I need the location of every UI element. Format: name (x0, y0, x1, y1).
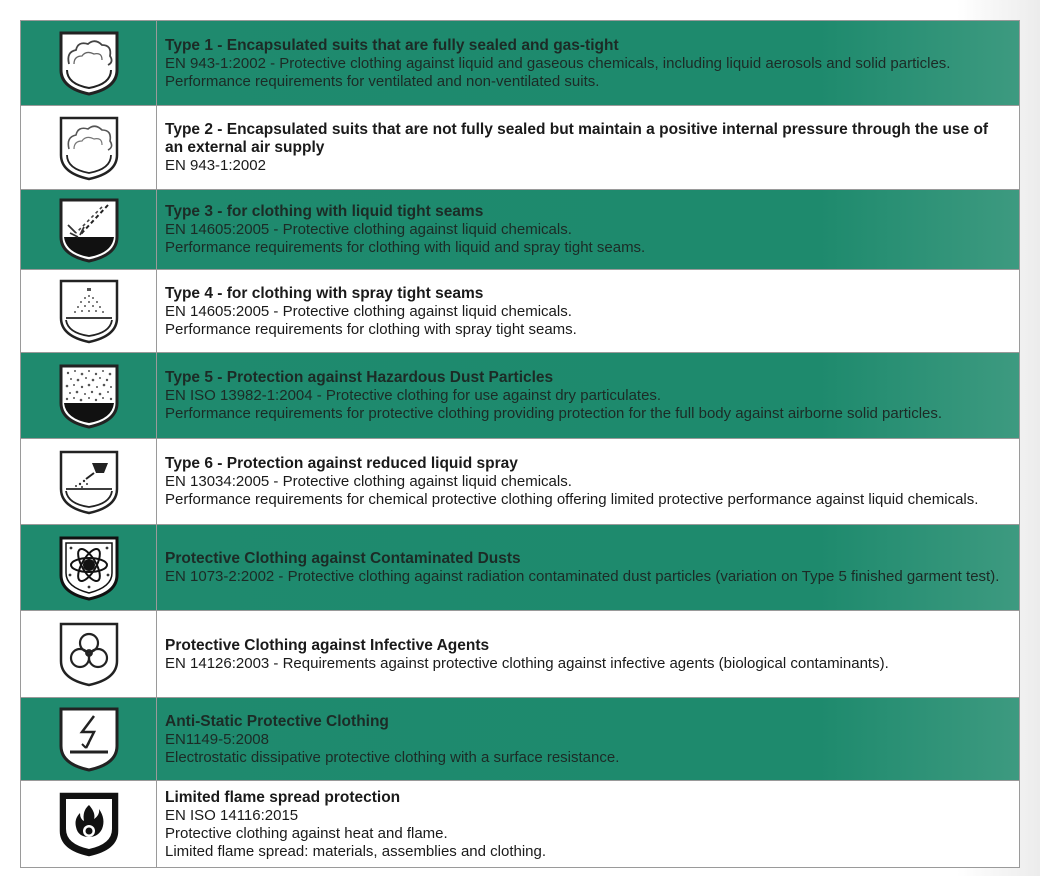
table-row (21, 105, 1019, 189)
positive-pressure-suit-icon (58, 115, 120, 181)
table-row (21, 697, 1019, 780)
reduced-spray-icon (58, 449, 120, 515)
row-line: Performance requirements for chemical protective clothing offering limited protective performance against liquid chemicals. (165, 491, 979, 508)
row-line: Protective clothing against heat and flame. (165, 824, 448, 842)
row-text (157, 21, 1019, 105)
row-text (157, 270, 1019, 352)
row-title: Protective Clothing against Contaminated Dusts (165, 550, 521, 567)
row-text (157, 106, 1019, 189)
row-title: Limited flame spread protection (165, 788, 401, 806)
row-line: EN1149-5:2008 (165, 730, 269, 748)
row-text (157, 781, 1019, 867)
icon-cell (21, 525, 157, 610)
table-row (21, 352, 1019, 438)
row-title: Anti-Static Protective Clothing (165, 712, 389, 730)
contaminated-dust-icon (58, 535, 120, 601)
icon-cell (21, 611, 157, 697)
biohazard-icon (58, 621, 120, 687)
row-text (157, 353, 1019, 438)
icon-cell (21, 781, 157, 867)
table-row (21, 269, 1019, 352)
row-line: EN 14126:2003 - Requirements against protective clothing against infective agents (biological contaminants). (165, 654, 889, 672)
table-row (21, 438, 1019, 524)
icon-cell (21, 106, 157, 189)
icon-cell (21, 698, 157, 780)
icon-cell (21, 353, 157, 438)
dust-particles-icon (58, 363, 120, 429)
protective-clothing-table (20, 20, 1020, 868)
row-line: Electrostatic dissipative protective clothing with a surface resistance. (165, 748, 620, 766)
row-line: EN 943-1:2002 (165, 157, 266, 174)
row-line: EN 13034:2005 - Protective clothing against liquid chemicals. (165, 473, 572, 490)
row-line: EN 1073-2:2002 - Protective clothing against radiation contaminated dust particles (variation on Type 5 finished garment test). (165, 568, 1000, 585)
row-line: EN ISO 13982-1:2004 - Protective clothing for use against dry particulates. (165, 387, 662, 404)
gas-tight-suit-icon (58, 30, 120, 96)
icon-cell (21, 21, 157, 105)
table-row (21, 189, 1019, 269)
flame-icon (58, 791, 120, 857)
row-title: Type 5 - Protection against Hazardous Dust Particles (165, 369, 554, 386)
table-row (21, 20, 1019, 105)
spray-tight-icon (58, 278, 120, 344)
row-title: Type 4 - for clothing with spray tight seams (165, 284, 484, 302)
table-row (21, 524, 1019, 610)
liquid-tight-icon (58, 197, 120, 263)
row-text (157, 698, 1019, 780)
row-title: Type 1 - Encapsulated suits that are fully sealed and gas-tight (165, 36, 619, 54)
row-text (157, 525, 1019, 610)
row-line: Performance requirements for clothing with liquid and spray tight seams. (165, 239, 646, 256)
table-row (21, 610, 1019, 697)
row-title: Type 6 - Protection against reduced liquid spray (165, 455, 518, 472)
row-line: EN ISO 14116:2015 (165, 806, 299, 824)
table-row (21, 780, 1019, 867)
icon-cell (21, 270, 157, 352)
row-line: EN 14605:2005 - Protective clothing against liquid chemicals. (165, 221, 572, 238)
row-title: Type 3 - for clothing with liquid tight seams (165, 203, 484, 220)
row-line: Performance requirements for clothing with spray tight seams. (165, 320, 577, 338)
icon-cell (21, 439, 157, 524)
row-text (157, 439, 1019, 524)
anti-static-icon (58, 706, 120, 772)
icon-cell (21, 190, 157, 269)
row-title: Type 2 - Encapsulated suits that are not fully sealed but maintain a positive internal pressure through the use of an external air supply (165, 121, 989, 156)
row-line: Performance requirements for protective clothing providing protection for the full body against airborne solid particles. (165, 405, 943, 422)
row-text (157, 190, 1019, 269)
row-line: EN 14605:2005 - Protective clothing against liquid chemicals. (165, 302, 572, 320)
row-title: Protective Clothing against Infective Agents (165, 636, 490, 654)
row-line: EN 943-1:2002 - Protective clothing against liquid and gaseous chemicals, including liquid aerosols and solid particles. (165, 54, 951, 72)
row-line: Limited flame spread: materials, assemblies and clothing. (165, 842, 547, 860)
row-text (157, 611, 1019, 697)
row-line: Performance requirements for ventilated and non-ventilated suits. (165, 72, 600, 90)
